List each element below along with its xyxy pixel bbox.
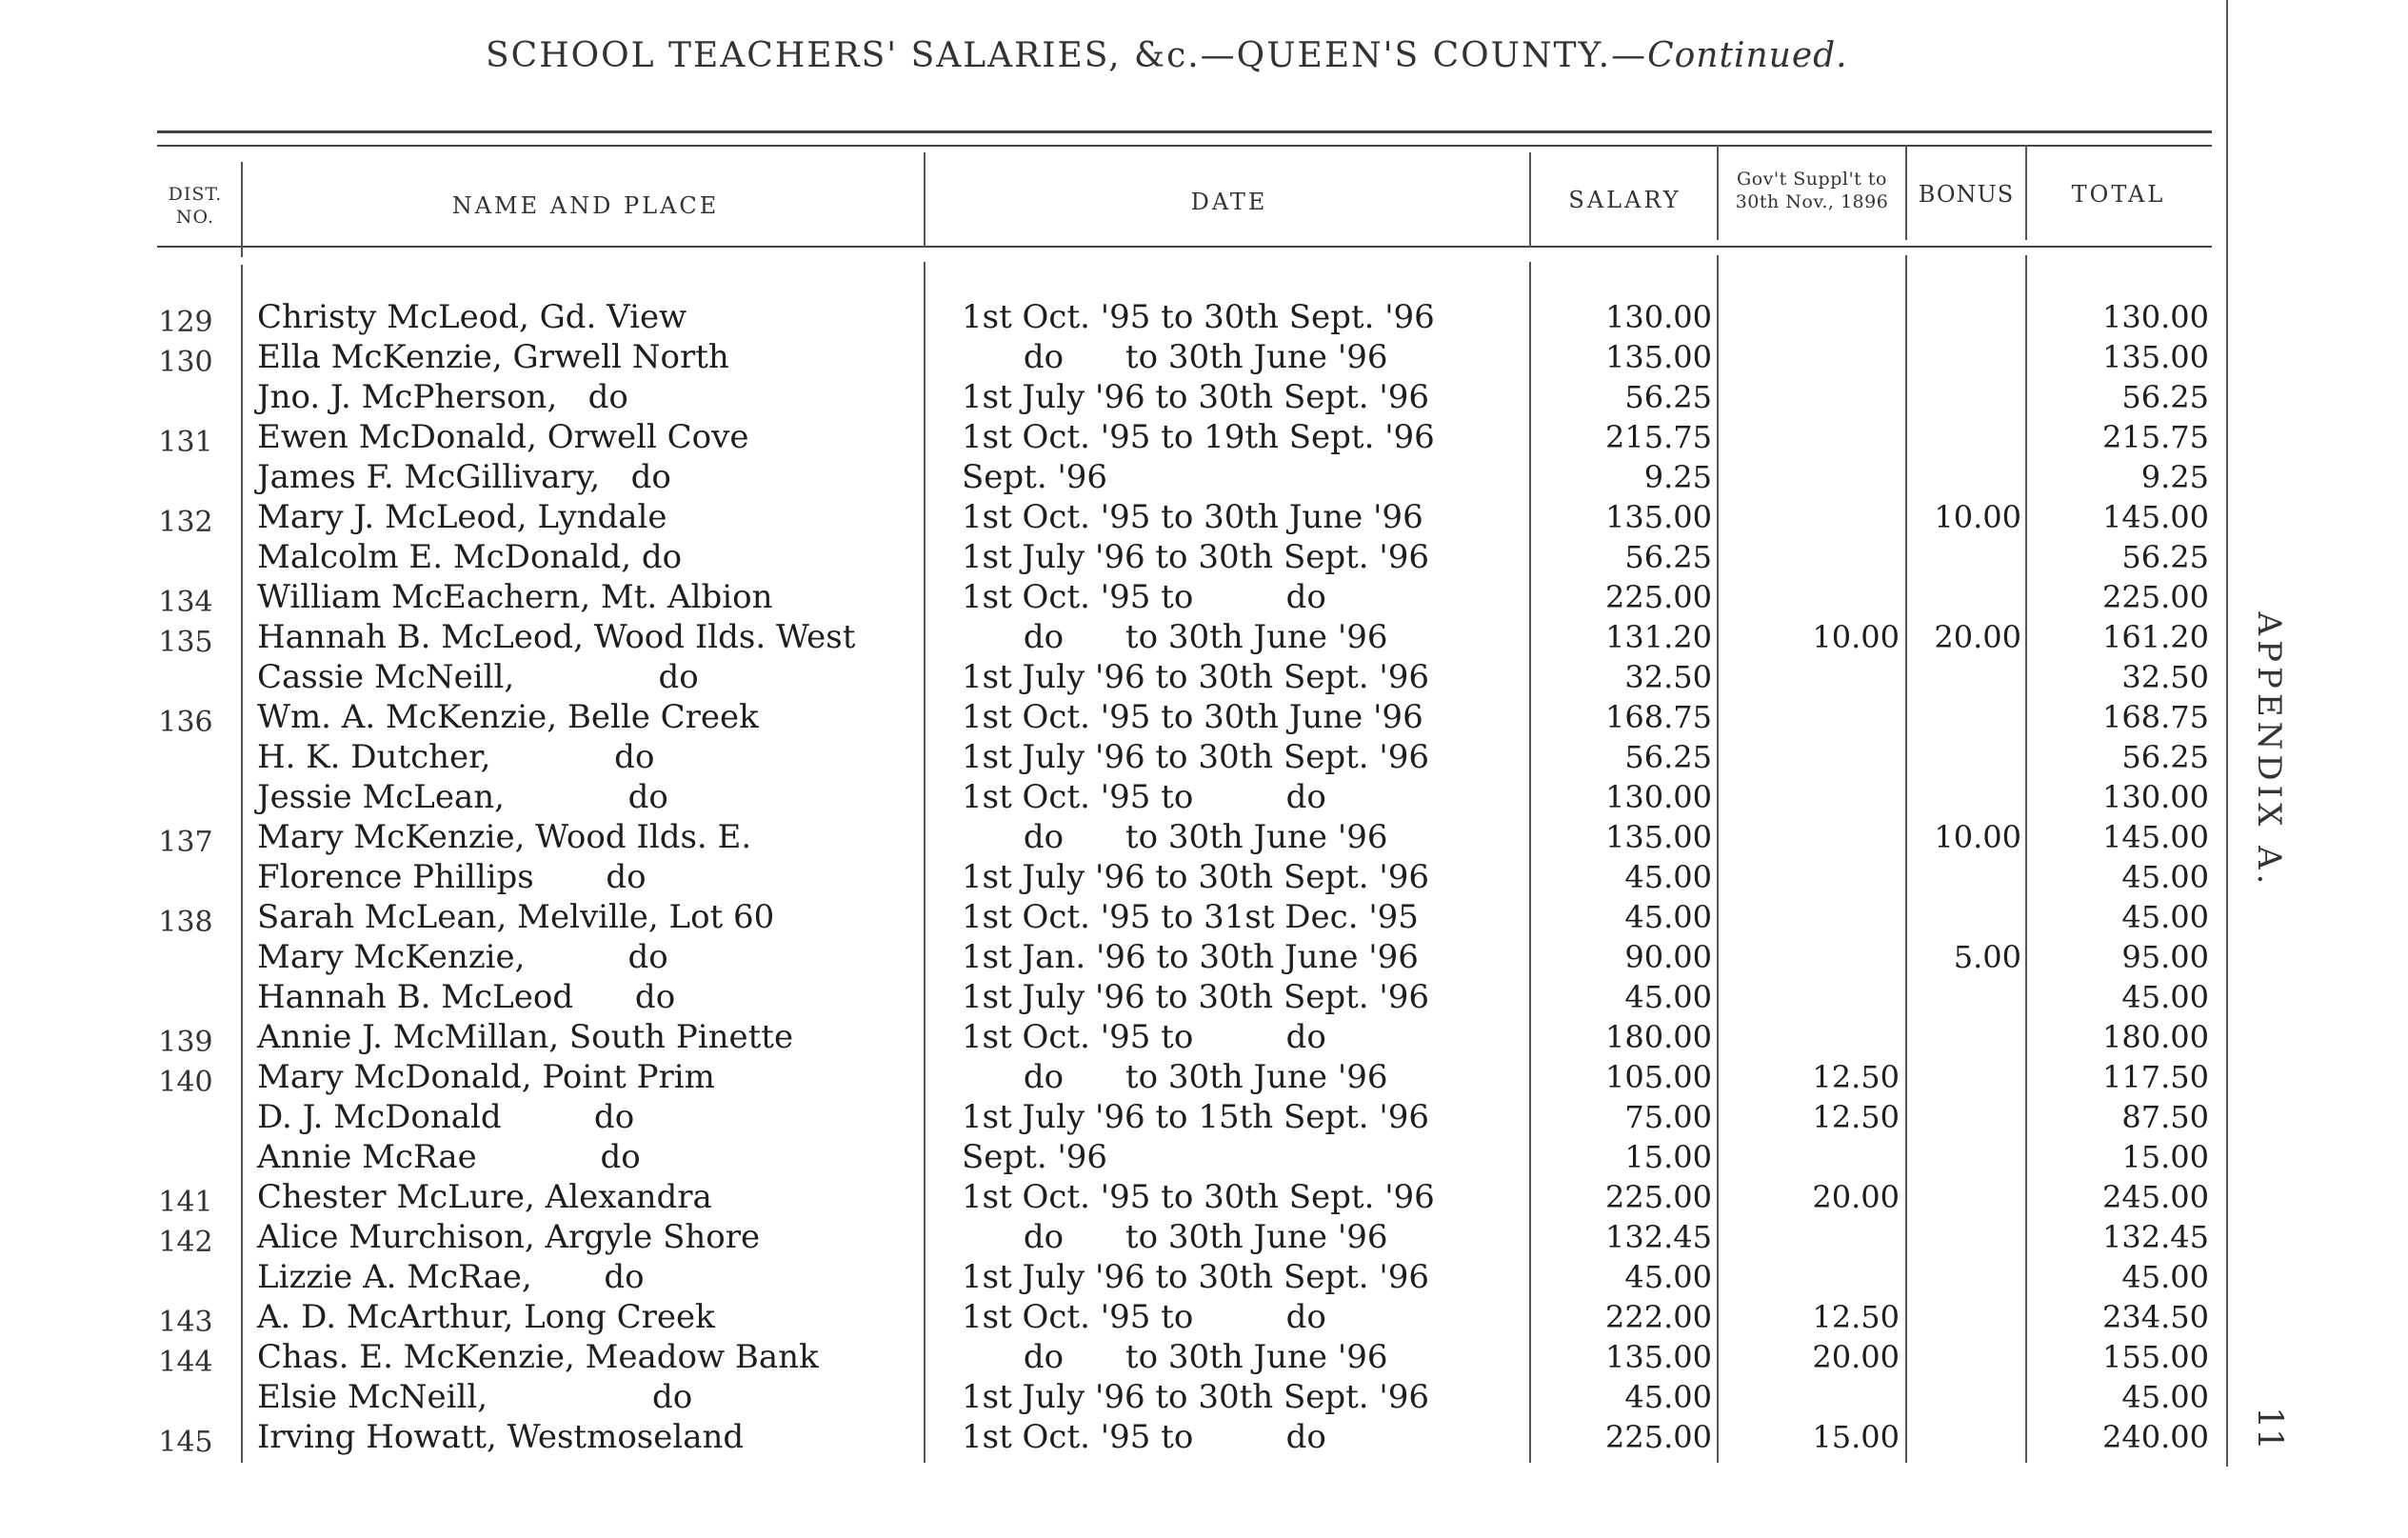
- cell-date: Sept. '96: [962, 1138, 1108, 1176]
- cell-salary: 135.00: [1605, 1339, 1712, 1375]
- cell-date: do to 30th June '96: [962, 338, 1388, 376]
- cell-dist: 136: [158, 706, 213, 739]
- cell-salary: 90.00: [1624, 939, 1712, 975]
- cell-total: 234.50: [2102, 1299, 2209, 1335]
- cell-total: 215.75: [2102, 419, 2209, 455]
- cell-name: Annie McRae do: [257, 1138, 641, 1176]
- cell-total: 117.50: [2102, 1059, 2209, 1095]
- header-dist-line1: DIST.: [168, 184, 223, 205]
- table-row: [0, 297, 2219, 337]
- cell-name: D. J. McDonald do: [257, 1098, 635, 1136]
- cell-name: Ewen McDonald, Orwell Cove: [257, 418, 749, 456]
- cell-gov-suppl: 20.00: [1812, 1339, 1900, 1375]
- cell-date: do to 30th June '96: [962, 1338, 1388, 1376]
- col-sep-dist-hdr: [241, 162, 243, 257]
- table-row: [0, 1177, 2219, 1217]
- cell-dist: 145: [158, 1426, 213, 1459]
- cell-total: 9.25: [2140, 459, 2209, 495]
- cell-total: 135.00: [2102, 339, 2209, 375]
- page-number: [2240, 1400, 2298, 1457]
- cell-total: 56.25: [2121, 379, 2209, 415]
- table-row: [0, 897, 2219, 937]
- cell-salary: 130.00: [1605, 779, 1712, 815]
- cell-salary: 180.00: [1605, 1019, 1712, 1055]
- page-edge-rule: [2226, 0, 2228, 1467]
- cell-dist: 137: [158, 826, 213, 859]
- cell-total: 45.00: [2121, 859, 2209, 895]
- cell-salary: 130.00: [1605, 299, 1712, 335]
- table-row: [0, 1417, 2219, 1457]
- header-date: DATE: [1190, 189, 1268, 215]
- header-top-rule: [157, 130, 2212, 133]
- cell-salary: 56.25: [1624, 739, 1712, 775]
- table-row: [0, 777, 2219, 817]
- cell-date: do to 30th June '96: [962, 618, 1388, 656]
- cell-total: 168.75: [2102, 699, 2209, 735]
- cell-total: 130.00: [2102, 299, 2209, 335]
- table-row: [0, 1057, 2219, 1097]
- cell-bonus: 5.00: [1953, 939, 2021, 975]
- cell-date: 1st Oct. '95 to 19th Sept. '96: [962, 418, 1435, 456]
- cell-name: Wm. A. McKenzie, Belle Creek: [257, 698, 759, 736]
- cell-total: 45.00: [2121, 1259, 2209, 1295]
- table-row: [0, 1217, 2219, 1257]
- cell-name: Mary J. McLeod, Lyndale: [257, 498, 667, 536]
- cell-salary: 45.00: [1624, 859, 1712, 895]
- cell-date: 1st July '96 to 30th Sept. '96: [962, 658, 1430, 696]
- cell-salary: 225.00: [1605, 1419, 1712, 1455]
- table-row: [0, 977, 2219, 1017]
- cell-dist: 134: [158, 586, 213, 619]
- cell-name: Lizzie A. McRae, do: [257, 1258, 645, 1296]
- header-bottom-rule: [157, 246, 2212, 248]
- cell-total: 45.00: [2121, 979, 2209, 1015]
- cell-salary: 135.00: [1605, 499, 1712, 535]
- table-row: [0, 377, 2219, 417]
- cell-salary: 45.00: [1624, 899, 1712, 935]
- cell-date: 1st July '96 to 30th Sept. '96: [962, 1378, 1430, 1416]
- cell-salary: 168.75: [1605, 699, 1712, 735]
- cell-date: 1st Oct. '95 to 30th Sept. '96: [962, 1178, 1435, 1216]
- cell-total: 45.00: [2121, 1379, 2209, 1415]
- table-row: [0, 817, 2219, 857]
- cell-name: James F. McGillivary, do: [257, 458, 671, 496]
- cell-total: 155.00: [2102, 1339, 2209, 1375]
- cell-name: Chester McLure, Alexandra: [257, 1178, 712, 1216]
- cell-salary: 75.00: [1624, 1099, 1712, 1135]
- table-row: [0, 617, 2219, 657]
- cell-gov-suppl: 12.50: [1812, 1099, 1900, 1135]
- header-dist-line2: NO.: [175, 207, 215, 228]
- cell-date: 1st Jan. '96 to 30th June '96: [962, 938, 1419, 976]
- cell-salary: 15.00: [1624, 1139, 1712, 1175]
- cell-dist: 140: [158, 1066, 213, 1099]
- cell-bonus: 20.00: [1934, 619, 2021, 655]
- cell-salary: 45.00: [1624, 1259, 1712, 1295]
- header-salary: SALARY: [1568, 187, 1682, 213]
- header-dist: [152, 183, 238, 229]
- cell-gov-suppl: 15.00: [1812, 1419, 1900, 1455]
- cell-dist: 141: [158, 1186, 213, 1219]
- cell-salary: 131.20: [1605, 619, 1712, 655]
- cell-name: Christy McLeod, Gd. View: [257, 298, 687, 336]
- table-row: [0, 857, 2219, 897]
- cell-name: Hannah B. McLeod do: [257, 978, 676, 1016]
- cell-salary: 45.00: [1624, 979, 1712, 1015]
- cell-dist: 131: [158, 426, 213, 459]
- cell-total: 132.45: [2102, 1219, 2209, 1255]
- cell-name: Florence Phillips do: [257, 858, 647, 896]
- cell-total: 145.00: [2102, 819, 2209, 855]
- cell-dist: 135: [158, 626, 213, 659]
- cell-salary: 45.00: [1624, 1379, 1712, 1415]
- cell-name: Mary McKenzie, do: [257, 938, 668, 976]
- header-top-rule-inner: [157, 145, 2212, 147]
- cell-dist: 139: [158, 1026, 213, 1059]
- cell-total: 56.25: [2121, 539, 2209, 575]
- cell-gov-suppl: 12.50: [1812, 1059, 1900, 1095]
- cell-dist: 132: [158, 506, 213, 539]
- cell-salary: 222.00: [1605, 1299, 1712, 1335]
- cell-salary: 56.25: [1624, 379, 1712, 415]
- cell-name: Mary McKenzie, Wood Ilds. E.: [257, 818, 752, 856]
- table-row: [0, 497, 2219, 537]
- cell-salary: 215.75: [1605, 419, 1712, 455]
- table-row: [0, 417, 2219, 457]
- cell-bonus: 10.00: [1934, 819, 2021, 855]
- cell-name: Jessie McLean, do: [257, 778, 668, 816]
- cell-total: 87.50: [2121, 1099, 2209, 1135]
- cell-date: 1st Oct. '95 to do: [962, 1418, 1326, 1456]
- cell-name: William McEachern, Mt. Albion: [257, 578, 773, 616]
- cell-date: 1st July '96 to 30th Sept. '96: [962, 858, 1430, 896]
- table-row: [0, 1377, 2219, 1417]
- cell-name: Jno. J. McPherson, do: [257, 378, 628, 416]
- cell-salary: 32.50: [1624, 659, 1712, 695]
- cell-date: do to 30th June '96: [962, 1058, 1388, 1096]
- cell-date: 1st July '96 to 30th Sept. '96: [962, 738, 1430, 776]
- cell-date: 1st Oct. '95 to 30th June '96: [962, 698, 1423, 736]
- table-row: [0, 1337, 2219, 1377]
- header-total: TOTAL: [2071, 181, 2166, 208]
- cell-total: 95.00: [2121, 939, 2209, 975]
- side-label-appendix: [2240, 598, 2298, 903]
- cell-total: 15.00: [2121, 1139, 2209, 1175]
- cell-total: 225.00: [2102, 579, 2209, 615]
- cell-total: 130.00: [2102, 779, 2209, 815]
- cell-dist: 129: [158, 306, 213, 339]
- table-row: [0, 1297, 2219, 1337]
- cell-name: H. K. Dutcher, do: [257, 738, 655, 776]
- cell-date: 1st July '96 to 15th Sept. '96: [962, 1098, 1430, 1136]
- table-row: [0, 937, 2219, 977]
- table-row: [0, 577, 2219, 617]
- page-title-main: SCHOOL TEACHERS' SALARIES, &c.—QUEEN'S COUNTY.—: [486, 36, 1648, 75]
- cell-bonus: 10.00: [1934, 499, 2021, 535]
- cell-salary: 105.00: [1605, 1059, 1712, 1095]
- cell-name: Mary McDonald, Point Prim: [257, 1058, 715, 1096]
- col-sep-name-hdr: [924, 152, 925, 248]
- header-name: NAME AND PLACE: [451, 192, 720, 219]
- table-row: [0, 1017, 2219, 1057]
- page-title-continued: Continued.: [1647, 36, 1848, 75]
- cell-name: Chas. E. McKenzie, Meadow Bank: [257, 1338, 819, 1376]
- cell-salary: 132.45: [1605, 1219, 1712, 1255]
- cell-date: 1st Oct. '95 to 30th June '96: [962, 498, 1423, 536]
- cell-date: 1st July '96 to 30th Sept. '96: [962, 538, 1430, 576]
- table-row: [0, 1097, 2219, 1137]
- cell-date: do to 30th June '96: [962, 818, 1388, 856]
- cell-salary: 9.25: [1643, 459, 1712, 495]
- cell-total: 145.00: [2102, 499, 2209, 535]
- cell-date: 1st Oct. '95 to do: [962, 578, 1326, 616]
- table-row: [0, 457, 2219, 497]
- cell-dist: 142: [158, 1226, 213, 1259]
- cell-name: Hannah B. McLeod, Wood Ilds. West: [257, 618, 856, 656]
- cell-gov-suppl: 20.00: [1812, 1179, 1900, 1215]
- col-sep-bonus-hdr: [2025, 145, 2027, 240]
- cell-dist: 138: [158, 906, 213, 939]
- table-row: [0, 337, 2219, 377]
- cell-date: Sept. '96: [962, 458, 1108, 496]
- table-row: [0, 697, 2219, 737]
- header-gov-line2: 30th Nov., 1896: [1735, 191, 1889, 212]
- cell-name: Elsie McNeill, do: [257, 1378, 693, 1416]
- cell-name: Irving Howatt, Westmoseland: [257, 1418, 745, 1456]
- cell-total: 32.50: [2121, 659, 2209, 695]
- cell-date: 1st July '96 to 30th Sept. '96: [962, 978, 1430, 1016]
- cell-date: 1st Oct. '95 to do: [962, 1018, 1326, 1056]
- header-bonus: BONUS: [1918, 181, 2015, 208]
- cell-dist: 143: [158, 1306, 213, 1339]
- cell-salary: 135.00: [1605, 819, 1712, 855]
- cell-gov-suppl: 10.00: [1812, 619, 1900, 655]
- cell-name: Sarah McLean, Melville, Lot 60: [257, 898, 775, 936]
- cell-date: 1st July '96 to 30th Sept. '96: [962, 378, 1430, 416]
- table-row: [0, 737, 2219, 777]
- cell-name: Malcolm E. McDonald, do: [257, 538, 683, 576]
- cell-total: 56.25: [2121, 739, 2209, 775]
- table-row: [0, 657, 2219, 697]
- cell-name: Ella McKenzie, Grwell North: [257, 338, 729, 376]
- cell-date: 1st Oct. '95 to 30th Sept. '96: [962, 298, 1435, 336]
- page-title: [486, 36, 1848, 75]
- cell-salary: 225.00: [1605, 1179, 1712, 1215]
- cell-gov-suppl: 12.50: [1812, 1299, 1900, 1335]
- cell-date: 1st Oct. '95 to do: [962, 778, 1326, 816]
- cell-total: 45.00: [2121, 899, 2209, 935]
- header-gov-line1: Gov't Suppl't to: [1737, 169, 1887, 190]
- cell-total: 240.00: [2102, 1419, 2209, 1455]
- cell-dist: 144: [158, 1346, 213, 1379]
- table-row: [0, 1257, 2219, 1297]
- col-sep-date-hdr: [1529, 152, 1531, 248]
- cell-dist: 130: [158, 346, 213, 379]
- cell-total: 180.00: [2102, 1019, 2209, 1055]
- cell-date: 1st July '96 to 30th Sept. '96: [962, 1258, 1430, 1296]
- cell-date: 1st Oct. '95 to 31st Dec. '95: [962, 898, 1419, 936]
- cell-salary: 56.25: [1624, 539, 1712, 575]
- table-row: [0, 537, 2219, 577]
- cell-salary: 135.00: [1605, 339, 1712, 375]
- cell-name: Cassie McNeill, do: [257, 658, 699, 696]
- cell-salary: 225.00: [1605, 579, 1712, 615]
- table-row: [0, 1137, 2219, 1177]
- header-gov-suppl: [1719, 168, 1905, 213]
- cell-name: A. D. McArthur, Long Creek: [257, 1298, 715, 1336]
- page-number-text: 11: [2249, 1407, 2289, 1450]
- cell-name: Annie J. McMillan, South Pinette: [257, 1018, 794, 1056]
- cell-date: do to 30th June '96: [962, 1218, 1388, 1256]
- cell-total: 161.20: [2102, 619, 2209, 655]
- cell-date: 1st Oct. '95 to do: [962, 1298, 1326, 1336]
- cell-name: Alice Murchison, Argyle Shore: [257, 1218, 761, 1256]
- side-label-text: APPENDIX A.: [2250, 611, 2288, 889]
- cell-total: 245.00: [2102, 1179, 2209, 1215]
